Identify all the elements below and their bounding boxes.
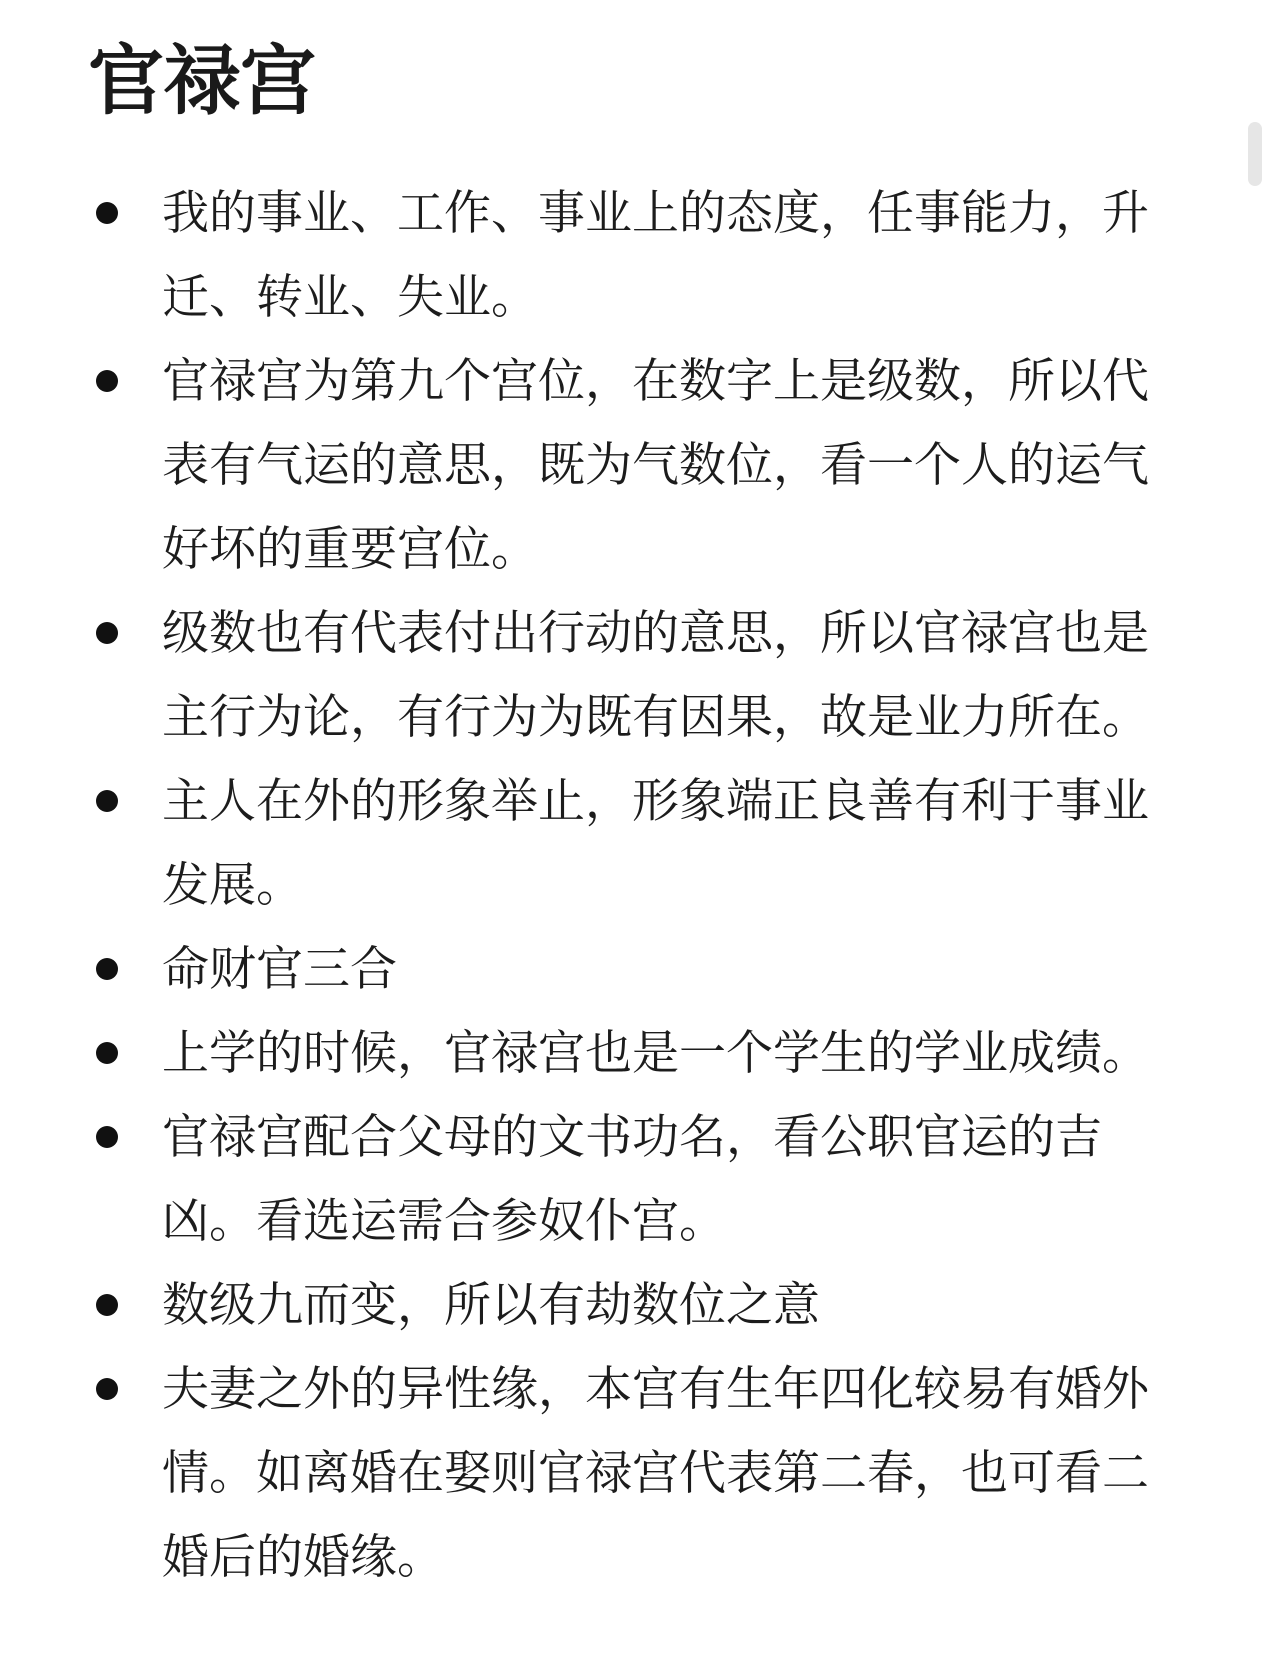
- list-item-text: 夫妻之外的异性缘，本宫有生年四化较易有婚外情。如离婚在娶则官禄宫代表第二春，也可看二婚后的婚缘。: [162, 1362, 1149, 1585]
- list-item: [0, 760, 1180, 928]
- bullet-dot-icon: [96, 370, 118, 392]
- bullet-dot-icon: [96, 1294, 118, 1316]
- bullet-dot-icon: [96, 1126, 118, 1148]
- list-item: [0, 1096, 1180, 1264]
- list-item-text: 命财官三合: [162, 942, 397, 997]
- list-item: [0, 928, 1180, 1012]
- list-item: [0, 1348, 1180, 1600]
- list-item-text: 数级九而变，所以有劫数位之意: [162, 1278, 820, 1333]
- bullet-list: [0, 172, 1280, 1600]
- list-item-text: 官禄宫配合父母的文书功名，看公职官运的吉凶。看选运需合参奴仆宫。: [162, 1110, 1102, 1249]
- page-title: 官禄宫: [88, 36, 316, 125]
- bullet-dot-icon: [96, 1042, 118, 1064]
- list-item: [0, 340, 1180, 592]
- list-item: [0, 1264, 1180, 1348]
- list-item: [0, 1012, 1180, 1096]
- list-item: [0, 172, 1180, 340]
- list-item-text: 主人在外的形象举止，形象端正良善有利于事业发展。: [162, 774, 1149, 913]
- list-item-text: 我的事业、工作、事业上的态度，任事能力，升迁、转业、失业。: [162, 186, 1149, 325]
- bullet-dot-icon: [96, 622, 118, 644]
- bullet-dot-icon: [96, 1378, 118, 1400]
- bullet-dot-icon: [96, 790, 118, 812]
- list-item: [0, 592, 1180, 760]
- list-item-text: 上学的时候，官禄宫也是一个学生的学业成绩。: [162, 1026, 1149, 1081]
- bullet-dot-icon: [96, 202, 118, 224]
- bullet-dot-icon: [96, 958, 118, 980]
- scrollbar-thumb[interactable]: [1248, 122, 1262, 186]
- list-item-text: 官禄宫为第九个宫位，在数字上是级数，所以代表有气运的意思，既为气数位，看一个人的运气好坏的重要宫位。: [162, 354, 1149, 577]
- list-item-text: 级数也有代表付出行动的意思，所以官禄宫也是主行为论，有行为为既有因果，故是业力所在。: [162, 606, 1149, 745]
